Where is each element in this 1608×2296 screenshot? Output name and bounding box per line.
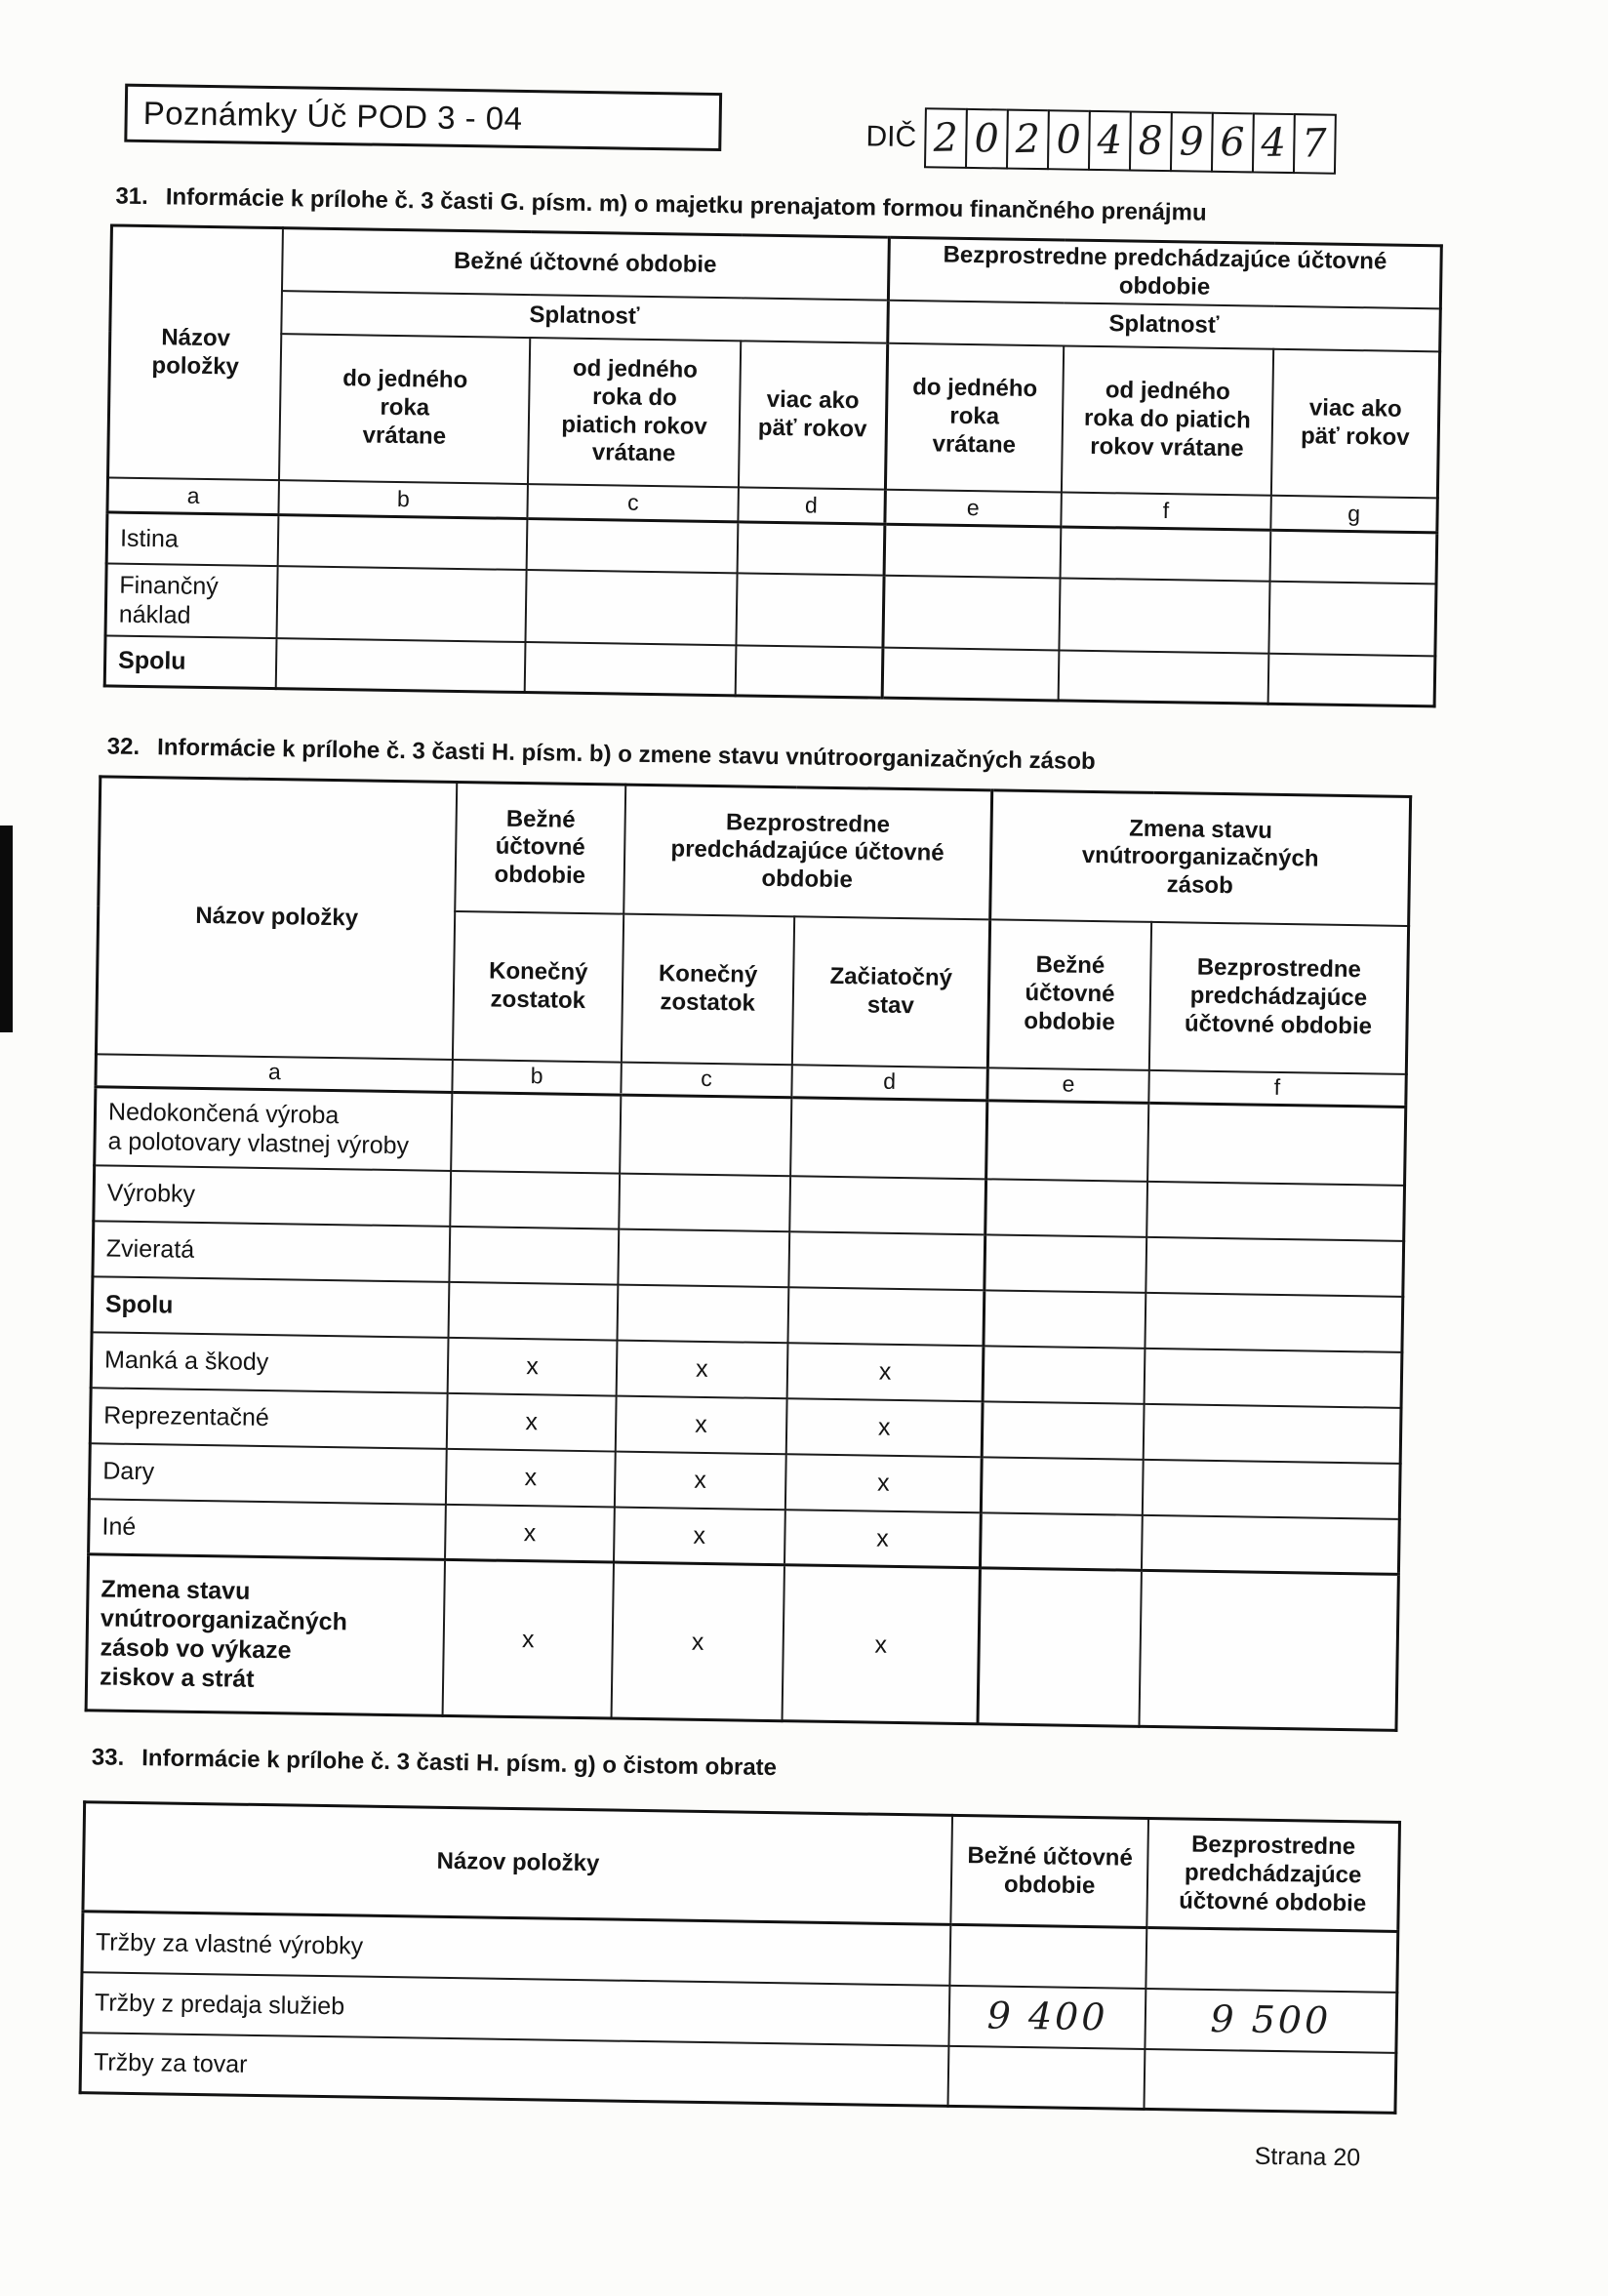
data-cell <box>1143 1459 1400 1518</box>
table-row <box>83 1802 1400 1932</box>
data-cell <box>1146 1927 1398 1992</box>
header-col-c: od jedného roka do piatich rokov vrátane <box>528 338 741 487</box>
data-cell <box>1144 1348 1401 1407</box>
row-label-ine: Iné <box>89 1499 447 1560</box>
data-cell <box>525 642 736 696</box>
dic-digit-cell <box>924 107 968 169</box>
data-cell <box>981 1457 1143 1515</box>
data-cell <box>1145 1988 1397 2052</box>
data-cell <box>1142 1514 1399 1574</box>
dic-digit: 8 <box>1137 118 1164 165</box>
header-col-b: Konečný zostatok <box>453 910 623 1062</box>
data-cell <box>526 570 738 645</box>
dic-digit-cell <box>1088 110 1132 172</box>
column-letter: c <box>621 1062 792 1098</box>
column-letter: g <box>1270 495 1437 533</box>
x-mark-cell: x <box>786 1398 983 1457</box>
handwritten-value: 9 400 <box>986 1994 1108 2039</box>
section-31-text: Informácie k prílohe č. 3 časti G. písm. m) o majetku prenajatom formou finančného prenájmu <box>165 183 1207 226</box>
data-cell <box>978 1568 1142 1727</box>
table-row <box>108 331 1440 498</box>
data-cell <box>620 1095 792 1176</box>
data-cell <box>884 524 1061 578</box>
column-letter: d <box>791 1065 987 1101</box>
table-32-internal-inventory <box>85 775 1413 1732</box>
header-splatnost: Splatnosť <box>887 300 1440 351</box>
group-header-predchadzajuce-obdobie: Bezprostredne predchádzajúce účtovné obdobie <box>623 785 992 919</box>
section-32-number: 32. <box>106 733 141 760</box>
data-cell <box>789 1176 985 1234</box>
header-col-g: viac ako päť rokov <box>1271 348 1440 498</box>
table-row <box>86 1554 1398 1731</box>
data-cell <box>948 2045 1145 2109</box>
data-cell <box>984 1290 1146 1349</box>
row-label-zvierata: Zvieratá <box>93 1221 451 1282</box>
column-letter: c <box>528 484 739 522</box>
section-31-title <box>115 183 1207 227</box>
row-label-zmena-stavu: Zmena stavu vnútroorganizačných zásob vo výkaze ziskov a strát <box>86 1554 445 1716</box>
group-header-bezne-obdobie: Bežné účtovné obdobie <box>456 782 625 913</box>
row-label-trzby-vlastne-vyrobky: Tržby za vlastné výrobky <box>82 1912 951 1986</box>
data-cell <box>618 1229 789 1287</box>
data-cell <box>790 1098 987 1179</box>
section-33-title <box>92 1744 778 1782</box>
column-letter: e <box>885 489 1062 527</box>
data-cell <box>980 1512 1142 1571</box>
data-cell <box>1139 1570 1398 1730</box>
dic-digit-cell <box>1211 112 1255 174</box>
x-mark-cell: x <box>446 1448 615 1507</box>
data-cell <box>986 1101 1149 1182</box>
header-predchadzajuce-obdobie: Bezprostredne predchádzajúce účtovné obdobie <box>1146 1818 1399 1931</box>
data-cell <box>276 566 527 642</box>
handwritten-value: 9 500 <box>1210 1996 1332 2042</box>
header-nazov-polozky: Názov položky <box>83 1802 953 1925</box>
column-letter: b <box>278 480 528 519</box>
header-col-c: Konečný zostatok <box>622 913 795 1065</box>
data-cell <box>617 1284 788 1343</box>
data-cell <box>983 1346 1145 1404</box>
column-letter: e <box>987 1067 1149 1104</box>
table-row <box>99 777 1411 926</box>
section-31-number: 31. <box>115 182 149 211</box>
row-label-dary: Dary <box>89 1443 447 1505</box>
data-cell <box>278 515 528 570</box>
group-header-zmena-stavu: Zmena stavu vnútroorganizačných zásob <box>990 790 1411 926</box>
x-mark-cell: x <box>614 1507 785 1565</box>
row-label-trzby-predaj-sluzieb: Tržby z predaja služieb <box>81 1972 950 2046</box>
page-number: Strana 20 <box>1254 2142 1361 2172</box>
dic-digit-cell <box>965 108 1009 170</box>
column-letter: a <box>107 477 279 515</box>
x-mark-cell: x <box>443 1559 614 1718</box>
form-title: Poznámky Úč POD 3 - 04 <box>142 94 523 137</box>
column-letter: a <box>96 1054 453 1093</box>
dic-digit: 4 <box>1260 120 1287 166</box>
x-mark-cell: x <box>785 1454 982 1512</box>
dic-digit-cell <box>1047 109 1091 171</box>
row-label-reprezentacne: Reprezentačné <box>90 1388 448 1449</box>
data-cell <box>883 575 1061 650</box>
x-mark-cell: x <box>615 1451 786 1510</box>
data-cell <box>527 519 738 573</box>
header-col-d: viac ako päť rokov <box>739 341 888 489</box>
x-mark-cell: x <box>448 1337 617 1395</box>
row-label-spolu: Spolu <box>104 635 276 689</box>
group-header-predchadzajuce-obdobie: Bezprostredne predchádzajúce účtovné obdobie <box>888 237 1441 308</box>
x-mark-cell: x <box>611 1562 784 1721</box>
data-cell <box>619 1173 790 1231</box>
section-32-title <box>107 733 1096 776</box>
x-mark-cell: x <box>784 1510 981 1568</box>
dic-digit: 9 <box>1178 119 1205 165</box>
data-cell <box>950 1924 1146 1988</box>
column-letter: f <box>1061 492 1271 530</box>
dic-digit-cell <box>1293 113 1337 175</box>
data-cell <box>736 573 883 647</box>
data-cell <box>949 1985 1146 2048</box>
header-col-d: Začiatočný stav <box>792 916 990 1067</box>
data-cell <box>450 1226 619 1284</box>
dic-digit-cell <box>1170 111 1214 173</box>
section-33-text: Informácie k prílohe č. 3 časti H. písm. g) o čistom obrate <box>141 1745 778 1782</box>
data-cell <box>1145 1292 1402 1351</box>
data-cell <box>737 522 884 575</box>
header-nazov-polozky: Názov položky <box>108 225 283 480</box>
header-col-f: Bezprostredne predchádzajúce účtovné obdobie <box>1149 921 1409 1073</box>
data-cell <box>985 1234 1146 1293</box>
header-splatnost: Splatnosť <box>281 291 888 343</box>
table-31-finance-lease <box>103 223 1443 707</box>
data-cell <box>451 1170 620 1229</box>
header-bezne-obdobie: Bežné účtovné obdobie <box>951 1815 1148 1927</box>
data-cell <box>1060 527 1270 581</box>
data-cell <box>1147 1103 1406 1185</box>
x-mark-cell: x <box>616 1340 787 1398</box>
x-mark-cell: x <box>447 1392 616 1451</box>
dic-digit-cell <box>1006 109 1050 171</box>
data-cell <box>1144 1403 1401 1463</box>
dic-digit: 2 <box>1014 116 1041 163</box>
data-cell <box>788 1231 985 1290</box>
dic-digit: 0 <box>1055 117 1082 163</box>
dic-field <box>865 106 1337 174</box>
header-nazov-polozky: Názov položky <box>96 777 457 1060</box>
data-cell <box>1146 1236 1403 1296</box>
data-cell <box>449 1281 618 1340</box>
data-cell <box>276 638 526 693</box>
data-cell <box>788 1287 985 1346</box>
data-cell <box>736 645 883 698</box>
dic-digit: 0 <box>973 115 1000 162</box>
data-cell <box>1146 1181 1404 1240</box>
row-label-istina: Istina <box>106 512 278 566</box>
dic-digit-cell <box>1252 112 1296 174</box>
group-header-bezne-obdobie: Bežné účtovné obdobie <box>282 228 889 301</box>
data-cell <box>985 1179 1147 1237</box>
column-letter: b <box>453 1059 622 1095</box>
header-col-f: od jedného roka do piatich rokov vrátane <box>1061 345 1273 495</box>
dic-digit-cell <box>1129 110 1173 172</box>
row-label-vyrobky: Výrobky <box>94 1165 452 1227</box>
row-label-nedokoncena-vyroba: Nedokončená výroba a polotovary vlastnej výroby <box>95 1087 453 1171</box>
dic-digit: 4 <box>1096 117 1123 164</box>
table-33-net-turnover <box>79 1800 1401 2115</box>
data-cell <box>882 647 1059 701</box>
row-label-manka-a-skody: Manká a škody <box>91 1332 449 1393</box>
x-mark-cell: x <box>445 1504 614 1562</box>
x-mark-cell: x <box>615 1395 786 1454</box>
data-cell <box>1268 581 1436 656</box>
data-cell <box>1270 530 1437 584</box>
header-col-b: do jedného roka vrátane <box>279 334 531 484</box>
row-label-financny-naklad: Finančný náklad <box>105 563 277 638</box>
row-label-spolu: Spolu <box>92 1276 450 1338</box>
form-title-box <box>124 84 722 151</box>
row-label-trzby-za-tovar: Tržby za tovar <box>80 2033 949 2107</box>
data-cell <box>1144 2048 1396 2113</box>
dic-digit: 7 <box>1301 121 1328 167</box>
column-letter: d <box>738 487 885 524</box>
section-32-text: Informácie k prílohe č. 3 časti H. písm. b) o zmene stavu vnútroorganizačných zásob <box>156 734 1096 776</box>
header-col-e: Bežné účtovné obdobie <box>987 919 1151 1070</box>
data-cell <box>1059 578 1270 653</box>
x-mark-cell: x <box>787 1343 984 1401</box>
header-col-e: do jedného roka vrátane <box>885 342 1064 492</box>
x-mark-cell: x <box>783 1565 981 1724</box>
data-cell <box>1268 653 1435 706</box>
data-cell <box>451 1092 621 1173</box>
section-33-number: 33. <box>91 1744 125 1771</box>
column-letter: f <box>1148 1069 1406 1107</box>
dic-digit: 2 <box>932 115 959 161</box>
dic-digit: 6 <box>1219 119 1246 166</box>
data-cell <box>1058 650 1268 704</box>
dic-label: DIČ <box>865 120 917 154</box>
data-cell <box>982 1401 1144 1460</box>
